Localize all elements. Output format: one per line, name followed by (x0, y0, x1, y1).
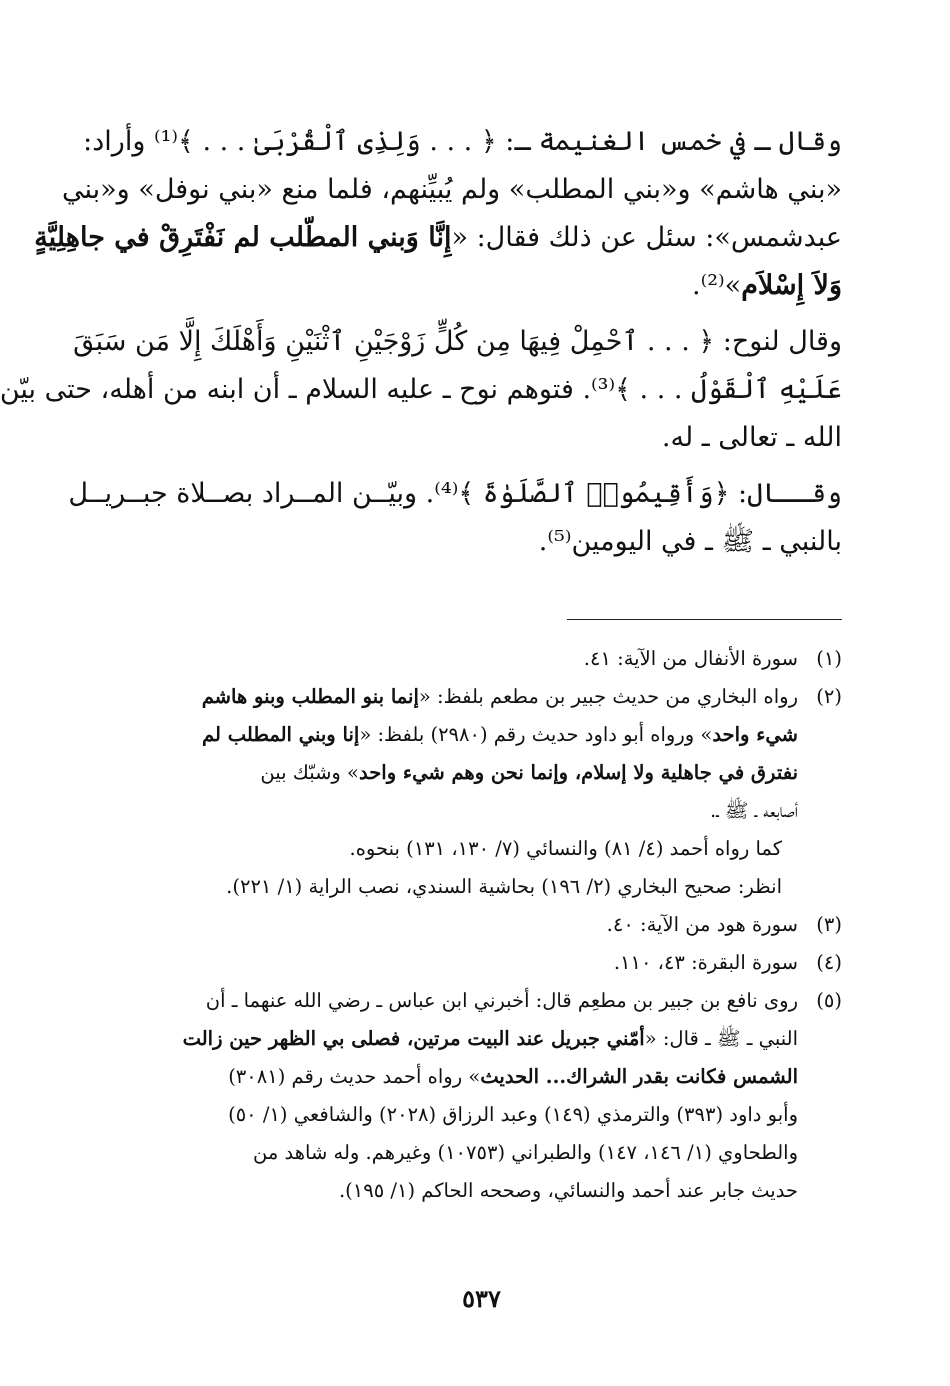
footnote-text: سورة الأنفال من الآية: ٤١. (583, 647, 798, 670)
footnote-line (117, 1058, 798, 1096)
paragraph-khums (34, 118, 842, 310)
footnote-line: أصابعه ـ ﷺ ـ. (710, 799, 798, 822)
paragraph-nuh (0, 318, 842, 462)
footnote-line (117, 754, 798, 792)
footnote-1 (117, 640, 842, 678)
hadith-quote: وَلاَ إِسْلاَم (741, 270, 842, 301)
hadith-quote: أمّني جبريل عند البيت مرتين، فصلى بي الظهر حين زالت (182, 1027, 645, 1050)
text-line: وقال ـ في خمس الغنيمة ـ: ﴿ . . . وَلِذِى ٱلْقُرْبَىٰ . . . ﴾⁽¹⁾ وأراد: (83, 126, 842, 157)
footnote-line: والطحاوي (١/ ١٤٦، ١٤٧) والطبراني (١٠٧٥٣) وغيرهم. وله شاهد من (253, 1141, 798, 1164)
footnote-line (117, 678, 798, 716)
footnotes (117, 640, 842, 1210)
text-run: رواه البخاري من حديث جبير بن مطعم بلفظ: « (418, 685, 798, 708)
hadith-quote: الشمس فكانت بقدر الشراك... الحديث (480, 1065, 798, 1088)
footnote-number: (٢) (816, 685, 842, 708)
footnote-body (117, 982, 798, 1210)
text-run: عبدشمس»: سئل عن ذلك فقال: « (451, 222, 842, 253)
page-number: ٥٣٧ (462, 1284, 501, 1313)
text-line: وقــال: ﴿وَأَقِيمُوا۟ ٱلصَّلَوٰةَ ﴾⁽⁴⁾. وبيّــن المــراد بصــلاة جبــريــل (68, 478, 842, 509)
footnote-line: حديث جابر عند أحمد والنسائي، وصححه الحاكم (١/ ١٩٥). (338, 1179, 798, 1202)
text-run: » رواه أحمد حديث رقم (٣٠٨١) (228, 1065, 481, 1088)
footnote-4 (117, 944, 842, 982)
text-run: » ورواه أبو داود حديث رقم (٢٩٨٠) بلفظ: « (359, 723, 713, 746)
text-run: » وشبّك بين (260, 761, 359, 784)
footnote-number: (٣) (816, 913, 842, 936)
footnote-line (117, 716, 798, 754)
footnote-2 (117, 678, 842, 830)
footnote-line: وأبو داود (٣٩٣) والترمذي (١٤٩) وعبد الرزاق (٢٠٢٨) والشافعي (١/ ٥٠) (228, 1103, 798, 1126)
hadith-quote: إنما بنو المطلب وبنو هاشم (201, 685, 419, 708)
footnote-text: سورة هود من الآية: ٤٠. (606, 913, 798, 936)
text-line (34, 214, 842, 262)
paragraph-salah (68, 470, 842, 566)
footnote-text: سورة البقرة: ٤٣، ١١٠. (613, 951, 798, 974)
footnote-line (117, 1020, 798, 1058)
footnote-5 (117, 982, 842, 1210)
text-run: »⁽²⁾. (692, 270, 742, 301)
footnote-number: (٥) (816, 989, 842, 1012)
text-line: عَلَيْهِ ٱلْقَوْلُ . . . ﴾⁽³⁾. فتوهم نوح ـ عليه السلام ـ أن ابنه من أهله، حتى بيّن (0, 374, 842, 405)
footnote-divider (567, 619, 842, 620)
footnote-number: (١) (816, 647, 842, 670)
hadith-quote: نفترق في جاهلية ولا إسلام، وإنما نحن وهم شيء واحد (358, 761, 798, 784)
text-line: الله ـ تعالى ـ له. (661, 422, 842, 453)
footnote-line: روى نافع بن جبير بن مطعِم قال: أخبرني ابن عباس ـ رضي الله عنهما ـ أن (205, 989, 798, 1012)
footnote-2-reference: انظر: صحيح البخاري (٢/ ١٩٦) بحاشية السندي، نصب الراية (١/ ٢٢١). (226, 875, 782, 898)
footnote-number: (٤) (816, 951, 842, 974)
footnote-2-continuation: كما رواه أحمد (٤/ ٨١) والنسائي (٧/ ١٣٠، ١٣١) بنحوه. (349, 837, 782, 860)
text-line: «بني هاشم» و«بني المطلب» ولم يُبيِّنهم، فلما منع «بني نوفل» و«بني (62, 174, 842, 205)
text-line: بالنبي ـ ﷺ ـ في اليومين⁽⁵⁾. (538, 526, 842, 557)
quran-line: وقال لنوح: ﴿ . . . ٱحْمِلْ فِيهَا مِن كُلٍّ زَوْجَيْنِ ٱثْنَيْنِ وَأَهْلَكَ إِلَّا مَن سَبَقَ (73, 326, 842, 357)
hadith-quote: إنا وبني المطلب لم (202, 723, 360, 746)
text-run: النبي ـ ﷺ ـ قال: « (644, 1027, 798, 1050)
text-line (117, 262, 842, 310)
hadith-quote: شيء واحد (712, 723, 798, 746)
hadith-quote: إِنَّا وَبني المطّلب لم نَفْتَرِقْ في جاهِلِيَّةٍ (34, 222, 452, 253)
footnote-body (117, 678, 798, 830)
footnote-3 (117, 906, 842, 944)
main-text (0, 118, 842, 574)
